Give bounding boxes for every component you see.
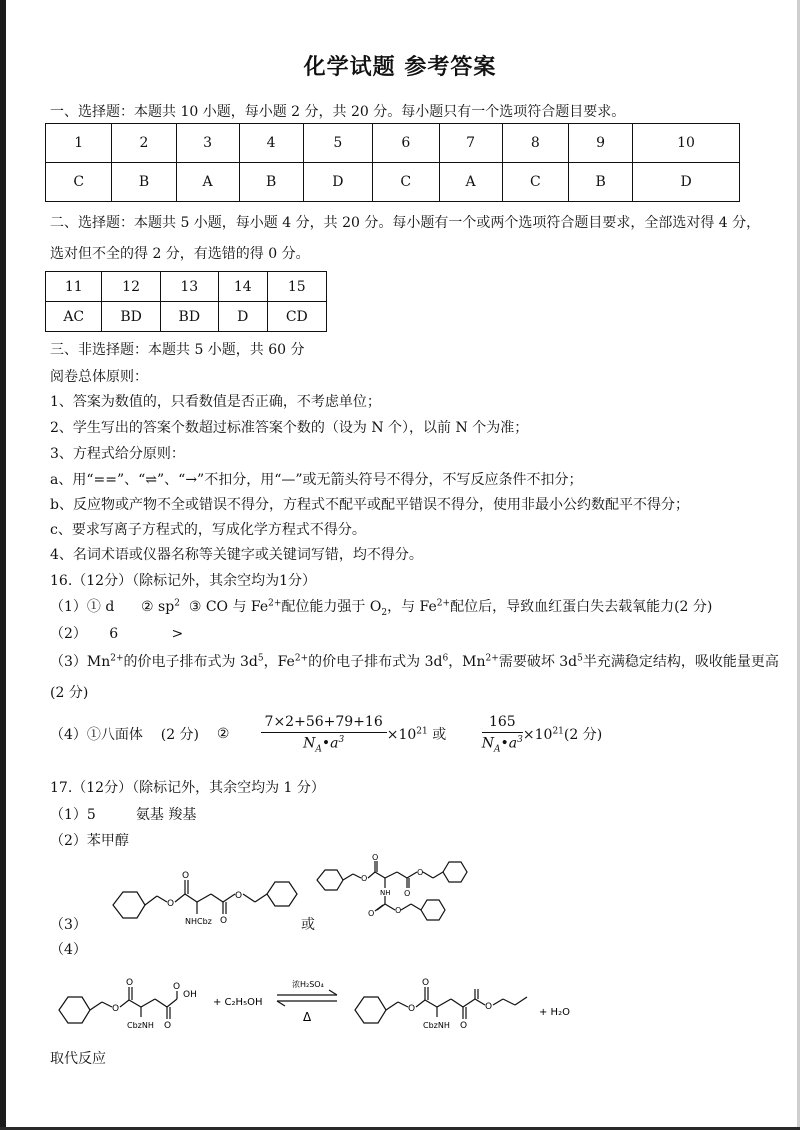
bond xyxy=(175,894,185,902)
sup: 3 xyxy=(338,735,345,745)
bond xyxy=(386,1002,398,1010)
bond xyxy=(157,896,167,902)
answer-cell: B xyxy=(239,163,303,202)
sup: 2+ xyxy=(485,653,499,664)
q16-part3-line2: (2 分) xyxy=(50,685,89,701)
bond xyxy=(145,896,157,905)
answer-cell: D xyxy=(303,163,372,202)
bond xyxy=(416,1000,425,1007)
q16-p3-d: 的价电子排布式为 3d xyxy=(308,654,443,670)
reaction-equation xyxy=(55,965,775,1045)
bond xyxy=(423,872,433,878)
bond xyxy=(353,874,361,878)
rule-4: 4、名词术语或仪器名称等关键字或关键词写错，均不得分。 xyxy=(50,547,423,563)
den-n: N xyxy=(481,735,495,752)
q16-part1 xyxy=(50,596,712,618)
times-text: ×10 xyxy=(386,726,417,743)
q17-reaction-type: 取代反应 xyxy=(50,1051,106,1067)
question-number-cell: 3 xyxy=(176,124,239,163)
q17-header: 17.（12分）（除标记外，其余空均为 1 分） xyxy=(50,780,325,796)
answer-cell: D xyxy=(218,302,267,332)
answer-cell: A xyxy=(176,163,239,202)
benzene-ring-1 xyxy=(317,870,343,890)
q16-part3 xyxy=(50,651,779,671)
question-number-cell: 9 xyxy=(569,124,633,163)
table-row xyxy=(46,302,327,332)
sup: 6 xyxy=(442,653,449,664)
struct1-o1: O xyxy=(167,899,175,909)
struct2-o6: O xyxy=(395,906,402,915)
q16-p4-a: （4）①八面体 xyxy=(50,727,143,744)
rxn-plus-water: + H₂O xyxy=(539,1007,570,1018)
table-row xyxy=(46,163,740,202)
struct1-nh-label: NHCbz xyxy=(185,917,212,926)
rule-3: 3、方程式给分原则： xyxy=(50,446,185,462)
bond xyxy=(243,894,255,902)
sub: A xyxy=(494,744,501,755)
page-title: 化学试题 参考答案 xyxy=(303,54,497,80)
bond xyxy=(167,999,177,1007)
q17-p1-a: （1）5 xyxy=(50,807,96,823)
bond xyxy=(185,894,197,902)
answer-cell: AC xyxy=(46,302,102,332)
struct2-o2: O xyxy=(372,853,379,862)
bond xyxy=(141,999,155,1007)
table-row xyxy=(46,272,327,302)
fraction-2-numerator: 165 xyxy=(482,714,523,733)
den-rest: •a xyxy=(321,735,339,752)
answer-cell: BD xyxy=(160,302,218,332)
q16-p2-a: （2） xyxy=(50,626,87,642)
rxn-plus-ethanol: + C₂H₅OH xyxy=(213,997,263,1008)
product-benzene-ring xyxy=(355,997,386,1023)
q16-p4-c: ② xyxy=(216,726,230,743)
q16-p3-f: 需要破坏 3d xyxy=(498,654,578,670)
sup: 2 xyxy=(174,598,180,609)
rxn-left-cbznh: CbzNH xyxy=(127,1021,154,1030)
bond xyxy=(433,872,443,878)
section2-answer-table xyxy=(45,271,327,332)
rule-3a: a、用“==”、“⇌”、“→”不扣分，用“—”或无箭头符号不得分，不写反应条件不扣分； xyxy=(50,472,583,488)
bond xyxy=(475,999,485,1005)
rxn-right-o3: O xyxy=(460,1021,468,1031)
struct1-o4: O xyxy=(235,891,243,901)
bond xyxy=(343,874,353,880)
sup: 2+ xyxy=(294,653,309,664)
principles-title: 阅卷总体原则： xyxy=(50,369,148,385)
bond xyxy=(211,894,223,902)
q16-p4-b: (2 分) xyxy=(160,727,200,744)
bond xyxy=(375,905,383,911)
benzene-ring-3 xyxy=(421,900,445,920)
rxn-right-o1: O xyxy=(408,1004,416,1014)
q17-part4: （4） xyxy=(50,942,87,958)
bond xyxy=(155,999,167,1007)
q16-p3-e: ，Mn xyxy=(448,654,486,670)
sup: 2+ xyxy=(268,598,282,609)
q17-p3-or: 或 xyxy=(301,917,315,933)
q16-p3-g: 半充满稳定结构，吸收能量更高 xyxy=(582,654,779,670)
q16-p1-c: ③ CO 与 Fe xyxy=(188,599,269,615)
bond xyxy=(411,904,421,910)
bond xyxy=(129,1000,141,1007)
q16-p1-a: （1）① d xyxy=(50,599,115,615)
times-2 xyxy=(523,727,564,743)
fraction-1-denominator xyxy=(261,733,387,754)
bond xyxy=(437,999,451,1007)
answer-cell: C xyxy=(502,163,568,202)
bond xyxy=(375,872,385,878)
bond xyxy=(515,997,527,1005)
q16-header: 16.（12分）（除标记外，其余空均为1分） xyxy=(50,573,316,589)
reactant-benzene-ring xyxy=(59,997,90,1023)
question-number-cell: 15 xyxy=(267,272,326,302)
bond xyxy=(503,999,515,1005)
bond xyxy=(255,894,267,902)
benzene-ring-2 xyxy=(443,862,467,882)
structure-1 xyxy=(105,860,305,930)
table-row xyxy=(46,124,740,163)
answer-cell: BD xyxy=(102,302,160,332)
bond xyxy=(90,1002,102,1010)
question-number-cell: 13 xyxy=(160,272,218,302)
q17-part3: （3） xyxy=(50,917,87,933)
question-number-cell: 10 xyxy=(633,124,740,163)
section1-heading: 一、选择题：本题共 10 小题，每小题 2 分，共 20 分。每小题只有一个选项符合题目要求。 xyxy=(50,104,626,120)
struct1-o3: O xyxy=(220,916,228,926)
rxn-right-o4: O xyxy=(485,1002,493,1012)
struct2-o5: O xyxy=(368,909,375,918)
struct2-o1: O xyxy=(361,874,368,883)
fraction-1-numerator: 7×2+56+79+16 xyxy=(261,714,387,733)
sup: 3 xyxy=(517,735,523,745)
section2-heading-line1: 二、选择题：本题共 5 小题，每小题 4 分，共 20 分。每小题有一个或两个选项符合题目要求，全部选对得 4 分， xyxy=(50,215,761,231)
q16-p3-a: （3）Mn xyxy=(50,654,111,670)
section1-answer-table xyxy=(45,123,740,202)
answer-cell: B xyxy=(112,163,176,202)
rule-2: 2、学生写出的答案个数超过标准答案个数的（设为 N 个），以前 N 个为准； xyxy=(50,420,529,436)
bond xyxy=(102,1002,112,1007)
q16-p2-c: > xyxy=(171,626,184,642)
sup: 2+ xyxy=(436,598,451,609)
sup: 5 xyxy=(257,653,264,664)
bond xyxy=(407,872,417,878)
fraction-2-denominator xyxy=(482,733,523,754)
fraction-2 xyxy=(482,714,523,754)
question-number-cell: 5 xyxy=(303,124,372,163)
rxn-right-o2: O xyxy=(422,978,430,988)
bond xyxy=(385,872,397,878)
q16-part2 xyxy=(50,623,183,643)
q16-p4-or: 或 xyxy=(432,727,447,744)
bond xyxy=(451,999,463,1007)
rxn-left-o1: O xyxy=(112,1004,120,1014)
answer-cell: B xyxy=(569,163,633,202)
bond xyxy=(120,1000,129,1007)
question-number-cell: 14 xyxy=(218,272,267,302)
q16-p1-d: 配位能力强于 O xyxy=(281,599,382,615)
q16-p3-c: ，Fe xyxy=(263,654,295,670)
q17-part1 xyxy=(50,804,196,824)
struct2-nh: NH xyxy=(380,889,391,897)
answer-cell: C xyxy=(46,163,112,202)
answer-cell: D xyxy=(633,163,740,202)
struct2-o4: O xyxy=(417,868,424,877)
rxn-left-o2: O xyxy=(126,978,134,988)
rxn-left-o3: O xyxy=(164,1021,172,1031)
sup: 5 xyxy=(577,653,583,664)
question-number-cell: 7 xyxy=(439,124,502,163)
den-rest: •a xyxy=(500,735,518,752)
answer-cell: C xyxy=(373,163,439,202)
section2-heading-line2: 选对但不全的得 2 分，有选错的得 0 分。 xyxy=(50,246,310,262)
bond xyxy=(368,872,375,878)
q16-p1-b: ② sp xyxy=(141,599,175,615)
q16-p2-b: 6 xyxy=(109,626,119,642)
q17-part2: （2）苯甲醇 xyxy=(50,833,129,849)
rxn-condition-heat: Δ xyxy=(303,1010,312,1024)
q16-p1-f: 配位后，导致血红蛋白失去载氧能力(2 分) xyxy=(450,599,713,615)
struct2-o3: O xyxy=(404,889,411,898)
rxn-right-cbznh: CbzNH xyxy=(423,1021,450,1030)
rxn-left-o4: O xyxy=(173,982,181,992)
times-1 xyxy=(387,727,428,743)
arrow-head xyxy=(329,990,337,995)
rxn-oh: OH xyxy=(183,990,197,1000)
page-left-edge xyxy=(0,0,6,1130)
rule-3c: c、要求写离子方程式的，写成化学方程式不得分。 xyxy=(50,522,366,538)
rxn-condition-top: 浓H₂SO₄ xyxy=(292,980,324,989)
question-number-cell: 1 xyxy=(46,124,112,163)
rule-1: 1、答案为数值的，只看数值是否正确，不考虑单位； xyxy=(50,394,381,410)
sup: 21 xyxy=(552,725,564,736)
sup: 21 xyxy=(416,725,428,736)
q17-p1-b: 氨基 羧基 xyxy=(135,807,197,823)
section3-heading: 三、非选择题：本题共 5 小题，共 60 分 xyxy=(50,342,305,358)
question-number-cell: 6 xyxy=(373,124,439,163)
question-number-cell: 8 xyxy=(502,124,568,163)
q16-p1-e: ，与 Fe xyxy=(387,599,437,615)
bond xyxy=(197,894,211,902)
sub: 2 xyxy=(381,607,388,618)
bond xyxy=(425,1000,437,1007)
times-text: ×10 xyxy=(522,726,553,743)
q16-part4 xyxy=(50,714,602,754)
bond xyxy=(493,999,503,1005)
bond xyxy=(463,999,475,1007)
bond xyxy=(397,872,407,878)
answer-cell: CD xyxy=(267,302,326,332)
sub: A xyxy=(315,744,322,755)
question-number-cell: 2 xyxy=(112,124,176,163)
bond xyxy=(401,904,411,910)
question-number-cell: 12 xyxy=(102,272,160,302)
question-number-cell: 4 xyxy=(239,124,303,163)
fraction-1 xyxy=(261,714,387,754)
arrow-head xyxy=(277,1001,285,1006)
q16-p3-b: 的价电子排布式为 3d xyxy=(123,654,258,670)
struct1-o2: O xyxy=(182,871,190,881)
rule-3b: b、反应物或产物不全或错误不得分，方程式不配平或配平错误不得分，使用非最小公约数配平不得分； xyxy=(50,497,689,513)
q16-p4-tail: (2 分) xyxy=(563,727,603,744)
answer-cell: A xyxy=(439,163,502,202)
question-number-cell: 11 xyxy=(46,272,102,302)
bond xyxy=(223,894,235,902)
bond xyxy=(398,1002,408,1007)
bond xyxy=(385,904,395,910)
sup: 2+ xyxy=(110,653,124,664)
den-n: N xyxy=(303,735,316,752)
structure-2 xyxy=(315,850,475,930)
benzene-ring-1 xyxy=(113,892,145,918)
benzene-ring-2 xyxy=(267,882,297,906)
